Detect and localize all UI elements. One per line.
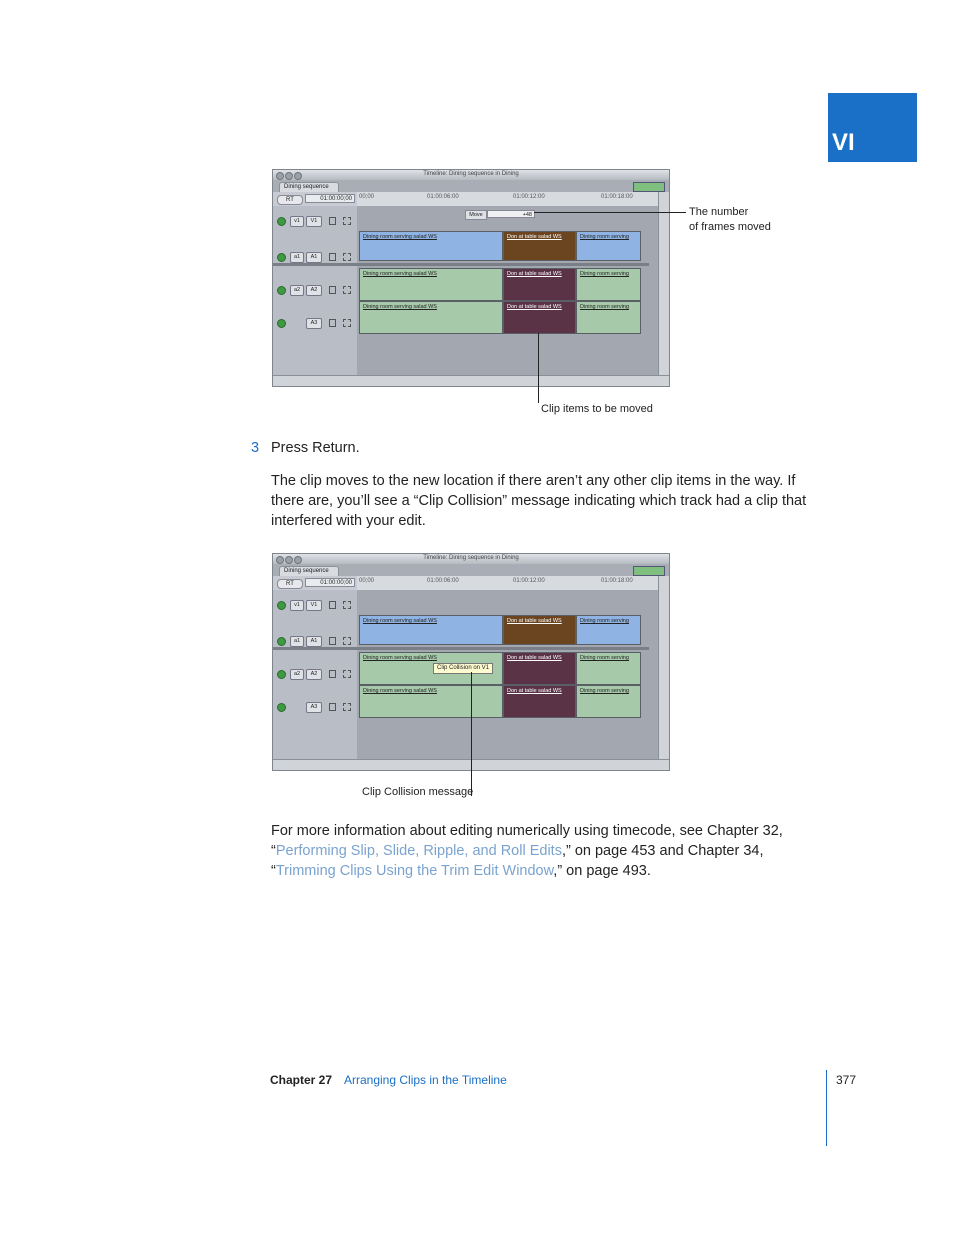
source-control-v1[interactable]: v1 [290,216,304,227]
part-tab [828,93,917,162]
zoom-buttons[interactable] [633,182,665,192]
horizontal-scrollbar[interactable] [273,375,669,386]
paragraph-more-info: For more information about editing numerically using timecode, see Chapter 32, “Performing Slip, Slide, Ripple, and Roll Edits,” on page 453 and Chapter 34, “Trimming Clips Using the Trim Edit Window,” on page 493. [271,823,783,879]
track-header-a2 [273,661,357,689]
source-control-v1[interactable]: v1 [290,600,304,611]
link-trim-edit[interactable]: Trimming Clips Using the Trim Edit Window [275,863,554,879]
source-control-a1[interactable]: a1 [290,252,304,263]
tab-dining-sequence[interactable]: Dining sequence [279,566,339,577]
clip-v1-table[interactable]: Don at table salad WS [503,615,576,645]
step-text: Press Return. [271,440,360,456]
timeline-window-move [272,169,670,387]
clip-a1-table[interactable]: Don at table salad WS [503,268,576,301]
window-title: Timeline: Dining sequence in Dining [423,171,519,177]
move-field-label: Move [465,210,487,220]
ruler-tick: 01:00:06:00 [427,194,459,200]
clip-a2-table[interactable]: Don at table salad WS [503,685,576,718]
dest-control-a2[interactable]: A2 [306,285,322,296]
clip-a2-serving[interactable]: Dining room serving [576,301,641,334]
dest-control-a3[interactable]: A3 [306,318,322,329]
lock-icon[interactable] [329,601,336,609]
link-icon[interactable] [343,319,351,327]
clip-v1-serving[interactable]: Dining room serving [576,231,641,261]
clip-a1-table[interactable]: Don at table salad WS [503,652,576,685]
clip-v1-salad[interactable]: Dining room serving salad WS [359,615,503,645]
move-value-field[interactable]: +48 [487,210,535,218]
ruler-tick: 01:00:18:00 [601,578,633,584]
track-header-a1 [273,244,357,272]
callout-frames-moved: The number of frames moved [689,206,771,233]
link-icon[interactable] [343,217,351,225]
ruler-tick: 00;00 [359,194,375,200]
callout-line [534,212,686,213]
lock-icon[interactable] [329,670,336,678]
speaker-icon[interactable] [277,637,286,646]
callout-line [538,333,539,403]
track-visibility-icon[interactable] [277,601,286,610]
ruler-tick: 01:00:12:00 [513,194,545,200]
timeline-ruler[interactable] [357,576,659,591]
dest-control-a3[interactable]: A3 [306,702,322,713]
part-tab-label: VI [832,129,855,156]
clip-a1-serving[interactable]: Dining room serving [576,268,641,301]
page-number: 377 [836,1073,857,1087]
link-icon[interactable] [343,703,351,711]
dest-control-a1[interactable]: A1 [306,252,322,263]
clip-a1-salad[interactable]: Dining room serving salad WS [359,268,503,301]
track-header-v1 [273,592,357,620]
track-headers [273,206,358,376]
callout-line [471,672,472,796]
callout-clip-collision: Clip Collision message [362,786,474,798]
rt-button[interactable]: RT [277,195,303,205]
tab-dining-sequence[interactable]: Dining sequence [279,182,339,193]
timeline-tracks[interactable] [357,590,659,760]
ruler-tick: 01:00:06:00 [427,578,459,584]
track-header-a3 [273,694,357,722]
lock-icon[interactable] [329,286,336,294]
track-headers [273,590,358,760]
dest-control-v1[interactable]: V1 [306,600,322,611]
link-icon[interactable] [343,286,351,294]
timecode-field[interactable]: 01:00:00;00 [305,578,355,587]
clip-a2-table[interactable]: Don at table salad WS [503,301,576,334]
paragraph-clip-collision: The clip moves to the new location if there aren’t any other clip items in the way. If there are, you’ll see a “Clip Collision” message indicating which track had a clip that interfered with your edit. [271,473,807,529]
footer-chapter: Chapter 27 [270,1073,333,1087]
rt-button[interactable]: RT [277,579,303,589]
track-header-a3 [273,310,357,338]
lock-icon[interactable] [329,703,336,711]
lock-icon[interactable] [329,253,336,261]
source-control-a1[interactable]: a1 [290,636,304,647]
link-icon[interactable] [343,637,351,645]
speaker-icon[interactable] [277,703,286,712]
track-visibility-icon[interactable] [277,217,286,226]
source-control-a2[interactable]: a2 [290,285,304,296]
track-divider[interactable] [273,647,649,650]
footer-rule [826,1070,827,1146]
clip-v1-table[interactable]: Don at table salad WS [503,231,576,261]
track-header-v1 [273,208,357,236]
timecode-field[interactable]: 01:00:00;00 [305,194,355,203]
vertical-scrollbar[interactable] [658,192,669,376]
vertical-scrollbar[interactable] [658,576,669,760]
clip-a2-salad[interactable]: Dining room serving salad WS [359,685,503,718]
zoom-buttons[interactable] [633,566,665,576]
speaker-icon[interactable] [277,319,286,328]
speaker-icon[interactable] [277,670,286,679]
step-number: 3 [251,440,260,456]
dest-control-a1[interactable]: A1 [306,636,322,647]
callout-clip-items: Clip items to be moved [541,403,653,415]
timeline-ruler[interactable] [357,192,659,207]
dest-control-a2[interactable]: A2 [306,669,322,680]
speaker-icon[interactable] [277,253,286,262]
clip-v1-serving[interactable]: Dining room serving [576,615,641,645]
window-title: Timeline: Dining sequence in Dining [423,555,519,561]
clip-v1-salad[interactable]: Dining room serving salad WS [359,231,503,261]
link-icon[interactable] [343,670,351,678]
track-header-a2 [273,277,357,305]
ruler-tick: 01:00:18:00 [601,194,633,200]
lock-icon[interactable] [329,637,336,645]
lock-icon[interactable] [329,217,336,225]
footer-title: Arranging Clips in the Timeline [344,1073,507,1087]
ruler-tick: 00;00 [359,578,375,584]
speaker-icon[interactable] [277,286,286,295]
ruler-tick: 01:00:12:00 [513,578,545,584]
clip-a1-serving[interactable]: Dining room serving [576,652,641,685]
link-slip-slide[interactable]: Performing Slip, Slide, Ripple, and Roll Edits [275,843,562,859]
clip-a2-salad[interactable]: Dining room serving salad WS [359,301,503,334]
track-header-a1 [273,628,357,656]
timeline-tracks[interactable] [357,206,659,376]
source-control-a2[interactable]: a2 [290,669,304,680]
clip-a2-serving[interactable]: Dining room serving [576,685,641,718]
dest-control-v1[interactable]: V1 [306,216,322,227]
track-divider[interactable] [273,263,649,266]
clip-collision-tooltip: Clip Collision on V1 [433,663,493,674]
lock-icon[interactable] [329,319,336,327]
clip-a1-salad[interactable]: Dining room serving salad WS [359,652,503,685]
link-icon[interactable] [343,253,351,261]
link-icon[interactable] [343,601,351,609]
